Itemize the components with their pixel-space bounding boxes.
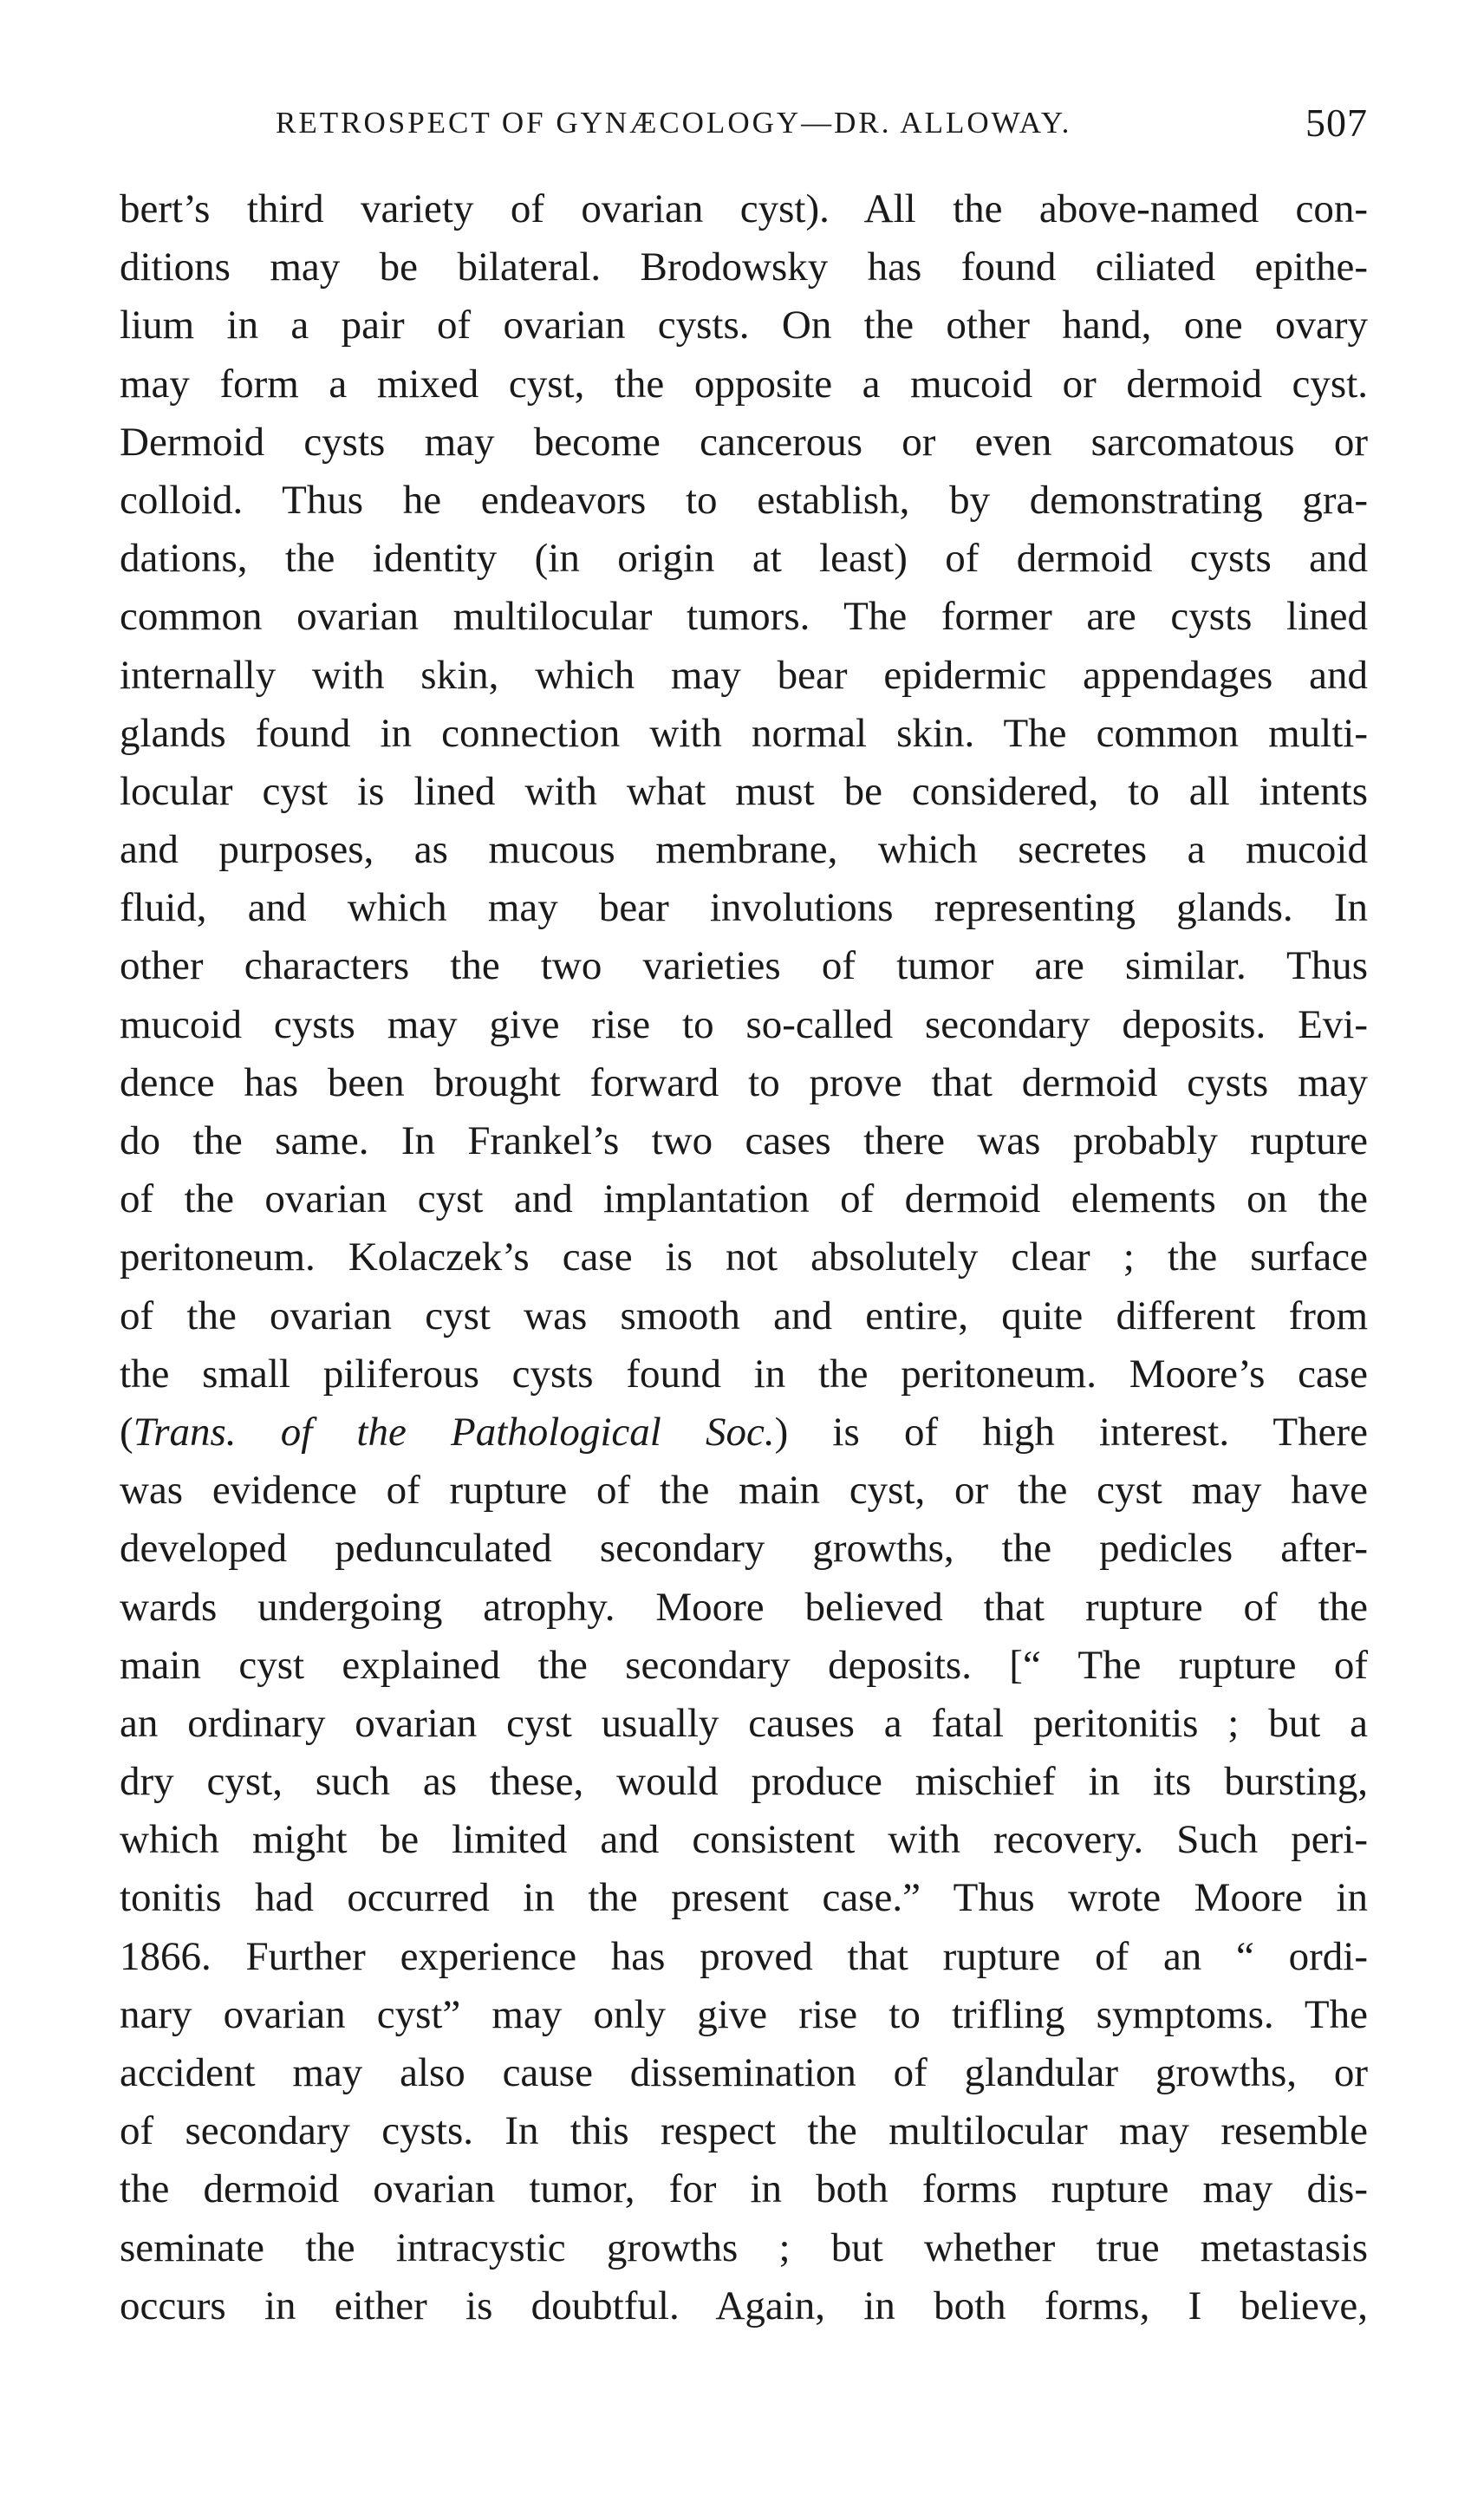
text-line-citation xyxy=(120,1404,1368,1462)
text-line: lium in a pair of ovarian cysts. On the other hand, one ovary xyxy=(120,303,1368,348)
text-line: tonitis had occurred in the present case.” Thus wrote Moore in xyxy=(120,1875,1368,1921)
text-line: internally with skin, which may bear epidermic appendages and xyxy=(120,652,1368,698)
text-line: accident may also cause dissemination of glandular growths, or xyxy=(120,2050,1368,2095)
text-line: mucoid cysts may give rise to so-called secondary deposits. Evi- xyxy=(120,1001,1368,1047)
text-line: Dermoid cysts may become cancerous or even sarcomatous or xyxy=(120,419,1368,465)
text-line: seminate the intracystic growths ; but whether true metastasis xyxy=(120,2224,1368,2270)
text-line: main cyst explained the secondary deposits. [“ The rupture of xyxy=(120,1642,1368,1688)
text-line: may form a mixed cyst, the opposite a mucoid or dermoid cyst. xyxy=(120,361,1368,407)
text-line: and purposes, as mucous membrane, which secretes a mucoid xyxy=(120,827,1368,873)
text-line: 1866. Further experience has proved that rupture of an “ ordi- xyxy=(120,1933,1368,1979)
text-line: an ordinary ovarian cyst usually causes a fatal peritonitis ; but a xyxy=(120,1700,1368,1746)
text-line: fluid, and which may bear involutions representing glands. In xyxy=(120,885,1368,931)
text-line: of the ovarian cyst was smooth and entire, quite different from xyxy=(120,1293,1368,1338)
text-line: dations, the identity (in origin at least) of dermoid cysts and xyxy=(120,536,1368,582)
citation-title: Trans. of the Pathological Soc. xyxy=(133,1409,775,1455)
citation-open: ( xyxy=(120,1409,133,1455)
text-line: of secondary cysts. In this respect the multilocular may resemble xyxy=(120,2108,1368,2154)
text-line: bert’s third variety of ovarian cyst). All the above-named con- xyxy=(120,186,1368,231)
text-line: wards undergoing atrophy. Moore believed that rupture of the xyxy=(120,1584,1368,1630)
text-line: colloid. Thus he endeavors to establish, by demonstrating gra- xyxy=(120,477,1368,523)
body-paragraph xyxy=(120,180,1368,2335)
running-head xyxy=(276,97,1368,149)
text-line: of the ovarian cyst and implantation of dermoid elements on the xyxy=(120,1176,1368,1222)
text-line: which might be limited and consistent with recovery. Such peri- xyxy=(120,1817,1368,1863)
text-line: other characters the two varieties of tumor are similar. Thus xyxy=(120,943,1368,989)
text-line: do the same. In Frankel’s two cases there was probably rupture xyxy=(120,1118,1368,1163)
running-title: RETROSPECT OF GYNÆCOLOGY—DR. ALLOWAY. xyxy=(276,106,1072,140)
text-line: glands found in connection with normal skin. The common multi- xyxy=(120,710,1368,756)
text-line: developed pedunculated secondary growths, the pedicles after- xyxy=(120,1526,1368,1572)
text-line: the small piliferous cysts found in the peritoneum. Moore’s case xyxy=(120,1351,1368,1397)
text-line: was evidence of rupture of the main cyst, or the cyst may have xyxy=(120,1468,1368,1514)
text-line: the dermoid ovarian tumor, for in both forms rupture may dis- xyxy=(120,2166,1368,2212)
page-number: 507 xyxy=(1305,101,1368,145)
text-line: occurs in either is doubtful. Again, in both forms, I believe, xyxy=(120,2283,1368,2328)
text-line: peritoneum. Kolaczek’s case is not absolutely clear ; the surface xyxy=(120,1234,1368,1280)
citation-rest: ) is of high interest. There xyxy=(774,1409,1368,1455)
text-line: ditions may be bilateral. Brodowsky has found ciliated epithe- xyxy=(120,244,1368,290)
text-line: common ovarian multilocular tumors. The former are cysts lined xyxy=(120,594,1368,640)
text-line: dry cyst, such as these, would produce mischief in its bursting, xyxy=(120,1759,1368,1805)
text-line: dence has been brought forward to prove that dermoid cysts may xyxy=(120,1059,1368,1105)
text-line: locular cyst is lined with what must be considered, to all intents xyxy=(120,768,1368,814)
text-line: nary ovarian cyst” may only give rise to trifling symptoms. The xyxy=(120,1991,1368,2037)
